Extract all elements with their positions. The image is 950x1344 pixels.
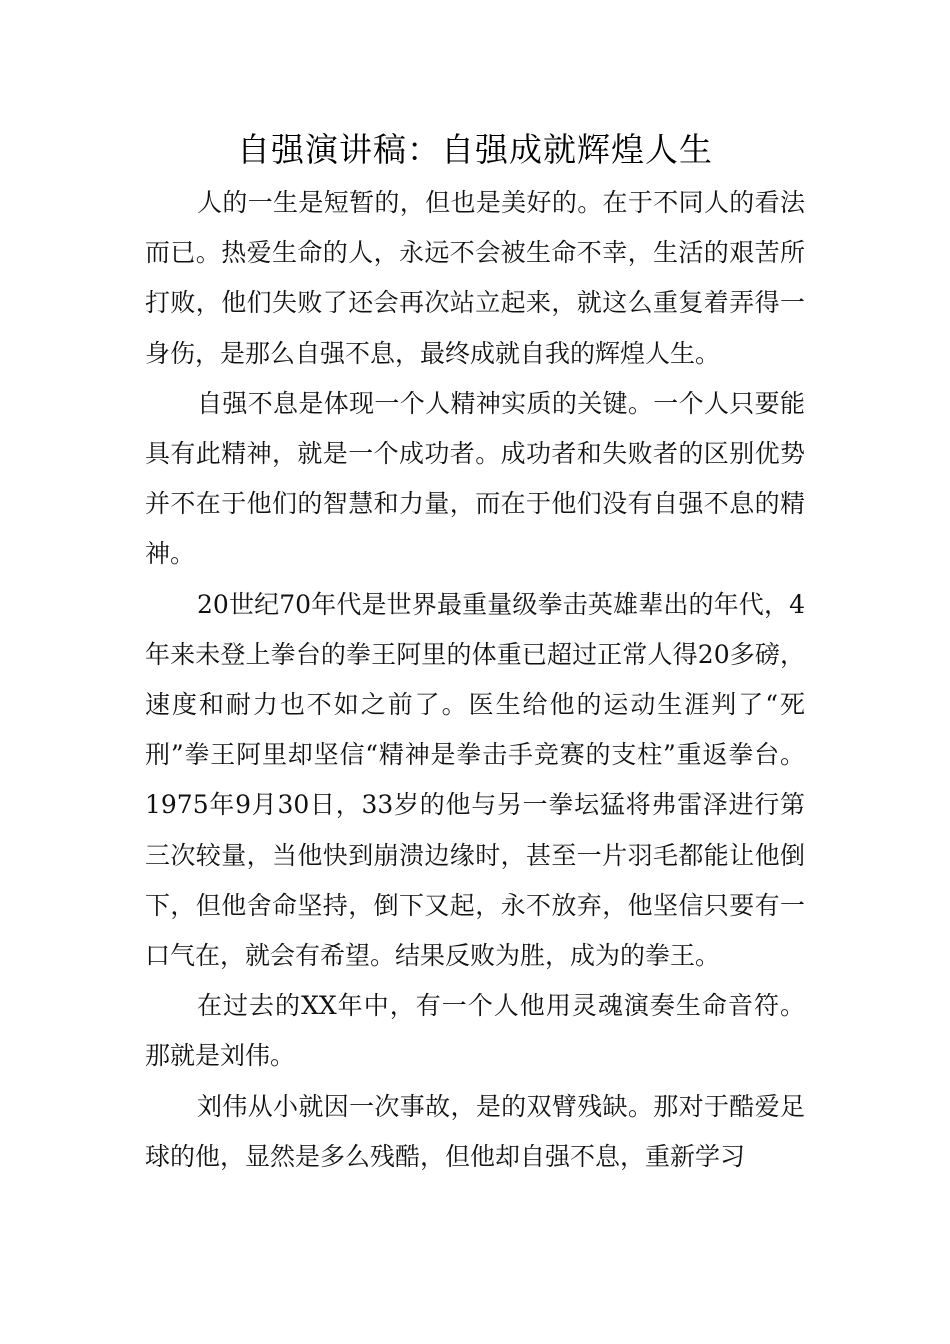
paragraph: 在过去的XX年中，有一个人他用灵魂演奏生命音符。那就是刘伟。 [145,991,805,1071]
document-body [145,178,805,1182]
paragraph: 自强不息是体现一个人精神实质的关键。一个人只要能具有此精神，就是一个成功者。成功者和失败者的区别优势并不在于他们的智慧和力量，而在于他们没有自强不息的精神。 [145,388,805,569]
paragraph: 刘伟从小就因一次事故，是的双臂残缺。那对于酷爱足球的他，显然是多么残酷，但他却自强不息，重新学习 [145,1091,805,1171]
paragraph: 20世纪70年代是世界最重量级拳击英雄辈出的年代，4年来未登上拳台的拳王阿里的体重已超过正常人得20多磅，速度和耐力也不如之前了。医生给他的运动生涯判了“死刑”拳王阿里却坚信“精神是拳击手竞赛的支柱”重返拳台。 1975年9月30日，33岁的他与另一拳坛猛将弗雷泽进行第三次较量，当他快到崩溃边缘时，甚至一片羽毛都能让他倒下，但他舍命坚持，倒下又起，永不放弃，他坚信只要有一口气在，就会有希望。结果反败为胜，成为的拳王。 [145,589,805,971]
document-title: 自强演讲稿：自强成就辉煌人生 [237,130,713,169]
paragraph: 人的一生是短暂的，但也是美好的。在于不同人的看法而已。热爱生命的人，永远不会被生命不幸，生活的艰苦所打败，他们失败了还会再次站立起来，就这么重复着弄得一身伤，是那么自强不息，最终成就自我的辉煌人生。 [145,188,805,368]
